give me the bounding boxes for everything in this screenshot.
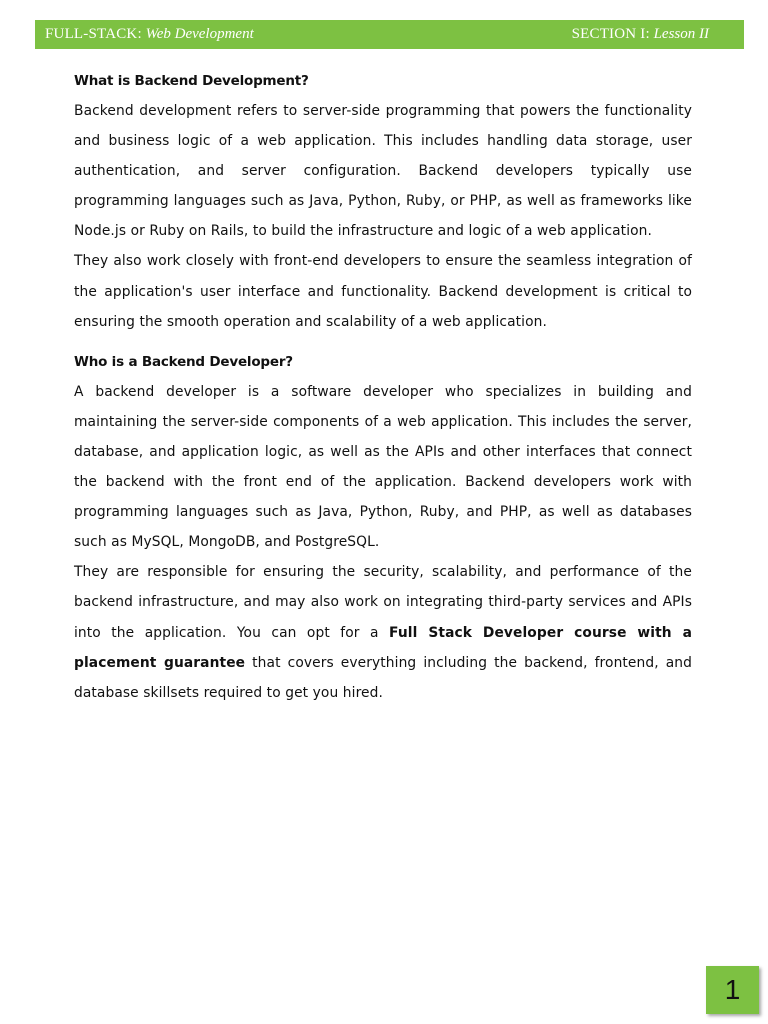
paragraph: They also work closely with front-end developers to ensure the seamless integration of the application's user interface and functionality. Backend development is critical to ensuring the smooth operation and scalability of a web application.	[74, 253, 692, 330]
paragraph-text-before: They are responsible for ensuring the security, scalability, and performance of the backend infrastructure, and may also work on integrating third-party services and APIs into the application. You can opt for a	[74, 564, 692, 641]
section-title	[572, 26, 709, 43]
heading-backend-development: What is Backend Development?	[74, 73, 309, 89]
header-bar	[35, 20, 744, 49]
paragraph: A backend developer is a software developer who specializes in building and maintaining the server-side components of a web application. This includes the server, database, and application logic, as well as the APIs and other interfaces that connect the backend with the front end of the application. Backend developers work with programming languages such as Java, Python, Ruby, and PHP, as well as databases such as MySQL, MongoDB, and PostgreSQL.	[74, 383, 692, 551]
page-number-badge	[706, 966, 759, 1014]
course-name: Web Development	[145, 26, 254, 42]
paragraph-with-course-link	[74, 557, 692, 707]
paragraph: Backend development refers to server-side programming that powers the functionality and business logic of a web application. This includes handling data storage, user authentication, and server configuration. Backend developers typically use programming languages such as Java, Python, Ruby, or PHP, as well as frameworks like Node.js or Ruby on Rails, to build the infrastructure and logic of a web application.	[74, 103, 692, 240]
course-label: FULL-STACK:	[45, 26, 142, 42]
heading-backend-developer: Who is a Backend Developer?	[74, 353, 293, 370]
paragraph-text-after: that covers everything including the backend, frontend, and database skillsets required to get you hired.	[74, 654, 692, 701]
page-number: 1	[724, 974, 741, 1005]
section-label: SECTION I:	[571, 26, 650, 42]
course-title	[45, 26, 254, 43]
course-highlight: Full Stack Developer course with a placement guarantee	[74, 624, 693, 671]
document-body	[74, 66, 692, 708]
lesson-name: Lesson II	[653, 26, 709, 42]
